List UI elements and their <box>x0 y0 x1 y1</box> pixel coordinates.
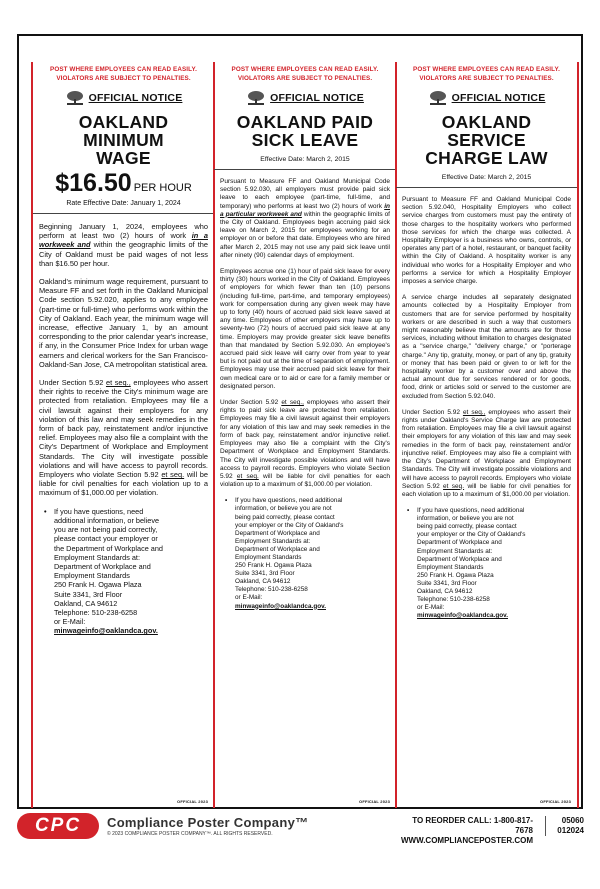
official-notice <box>39 89 208 106</box>
oakland-seal-icon <box>65 90 85 105</box>
oakland-seal-icon <box>246 90 266 105</box>
notice-label: OFFICIAL NOTICE <box>88 91 183 104</box>
divider <box>214 169 396 170</box>
copyright: © 2023 COMPLIANCE POSTER COMPANY™. ALL RIGHTS RESERVED. <box>107 831 273 837</box>
company-name: Compliance Poster Company™ <box>107 815 309 830</box>
warning-line-2: VIOLATORS ARE SUBJECT TO PENALTIES. <box>237 75 373 82</box>
wage-rate <box>39 169 208 199</box>
divider <box>33 213 214 214</box>
warning-line-1: POST WHERE EMPLOYEES CAN READ EASILY. <box>231 66 379 73</box>
warning-line-2: VIOLATORS ARE SUBJECT TO PENALTIES. <box>56 75 191 82</box>
official-notice <box>402 89 571 106</box>
email-link[interactable]: minwageinfo@oaklandca.gov. <box>417 612 508 620</box>
paragraph: Employees accrue one (1) hour of paid sick leave for every thirty (30) hours worked in the City of Oakland. Employees of employers for which fewer than ten (10) persons (including full-time, part-time, and temporary employees) work for compensation during any given week may have up to forty (40) hours of accrued paid sick leave saved at any time. Employees of other employers may have up to seventy-two (72) hours of accrued paid sick leave at any time. Employers may provide greater sick leave benefits than that mandated by Section 5.92.030. An employee's accrued paid sick leave will carry over from year to year but is not paid out at the time of separation of employment. Employees may use their accrued paid sick leave for their own medical care or to aid or care for a family member or designated person. <box>220 268 390 390</box>
contact-info: • If you have questions, need additional information, or believe you are not being paid correctly, please contact your employer or the Department of Workplace and Employment Standards at: Department of Workplace and Employment Standards 250 Frank H. Ogawa Plaza Suite 3341, 3rd Floor Oakland, CA 94612 Telephone: 510-238-6258 or E-Mail: minwageinfo@oaklandca.gov. <box>44 506 163 636</box>
paragraph: Pursuant to Measure FF and Oakland Municipal Code section 5.92.030, all employers must provide paid sick leave to each employee (part-time, full-time, and temporary) who performs at least two (2) hours of work in a particular workweek and within the geographic limits of the City of Oakland. Employees begin accruing paid sick leave on March 2, 2015 for employees working for an employer on or before that date. Employees who are hired after March 2, 2015 may not use any paid sick leave until after ninety (90) calendar days of employment. <box>220 178 390 259</box>
warning-line-1: POST WHERE EMPLOYEES CAN READ EASILY. <box>50 66 197 73</box>
official-tag: OFFICIAL 2023 <box>540 799 571 804</box>
bullet-icon: • <box>407 507 410 515</box>
divider <box>396 187 577 188</box>
paragraph: Under Section 5.92 et seq., employees who assert their rights to receive the City's minimum wage are protected from retaliation. Employees may file a civil lawsuit against their employers for any violation of this law and may seek remedies in the form of back pay, reinstatement and/or injunctive relief. Employees may also file a complaint with the City's Department of Workplace and Employment Standards. The City will investigate possible violations and will have access to payroll records. Employers who violate Section 5.92 et seq. will be liable for civil penalties for each violation up to a maximum of $1,000.00 per violation. <box>39 378 209 498</box>
column-service-charge <box>395 62 579 808</box>
bullet-icon: • <box>44 506 47 516</box>
contact-info: • If you have questions, need additional information, or believe you are not being paid correctly, please contact your employer or the City of Oakland's Department of Workplace and Employment Standards at: Department of Workplace and Employment Standards 250 Frank H. Ogawa Plaza Suite 3341, 3rd Floor Oakland, CA 94612 Telephone: 510-238-6258 or E-Mail: minwageinfo@oaklandca.gov. <box>225 497 344 610</box>
bullet-icon: • <box>225 497 228 505</box>
reorder-phone: TO REORDER CALL: 1-800-817-7678 <box>412 816 533 835</box>
warning-line-2: VIOLATORS ARE SUBJECT TO PENALTIES. <box>419 75 554 82</box>
website-link[interactable]: WWW.COMPLIANCEPOSTER.COM <box>401 836 533 845</box>
oakland-seal-icon <box>428 90 448 105</box>
paragraph: Under Section 5.92 et seq., employees who assert their rights under Oakland's Service Charge law are protected from retaliation. Employees may file a civil lawsuit against their employers for any violation of this law and may seek remedies in the form of back pay, reinstatement and/or injunctive relief. Employees may also file a complaint with the City's Department of Workplace and Employment Standards. The City will investigate possible violations and will have access to payroll records. Employers who violate Section 5.92 et seq. will be liable for civil penalties for each violation up to a maximum of $1,000.00 per violation. <box>402 408 571 498</box>
rate-amount: $16.50 <box>55 169 132 197</box>
effective-date: Rate Effective Date: January 1, 2024 <box>66 200 181 207</box>
logo-text: CPC <box>34 815 82 836</box>
column-minimum-wage <box>31 62 215 808</box>
footer <box>17 812 584 845</box>
email-link[interactable]: minwageinfo@oaklandca.gov. <box>235 602 326 610</box>
rate-unit: PER HOUR <box>133 182 192 194</box>
official-tag: OFFICIAL 2023 <box>359 799 390 804</box>
notice-label: OFFICIAL NOTICE <box>451 91 546 104</box>
reorder-info <box>395 816 533 846</box>
page-title: OAKLAND PAID SICK LEAVE <box>236 112 374 150</box>
official-notice <box>220 89 390 106</box>
poster-code: 05060 012024 <box>545 816 584 836</box>
page-title: OAKLAND SERVICE CHARGE LAW <box>425 112 548 168</box>
effective-date: Effective Date: March 2, 2015 <box>260 156 350 163</box>
paragraph: A service charge includes all separately designated amounts collected by a Hospitality Employer from customers that are for service performed by hospitality workers or are described in such a way that customers might reasonably believe that the amounts are for those services, including without limitation to charges designated as a "service charge," "delivery charge," or "porterage charge." Any tip, gratuity, money, or part of any tip, gratuity or money that has been paid or given to or left for the hospitality worker by a customer over and above the actual amount due for services rendered or for goods, food, drink or articles sold or served to the customer are excluded from Section 5.92.040. <box>402 294 571 400</box>
contact-info: • If you have questions, need additional information, or believe you are not being paid correctly, please contact your employer or the City of Oakland's Department of Workplace and Employment Standards at: Department of Workplace and Employment Standards 250 Frank H. Ogawa Plaza Suite 3341, 3rd Floor Oakland, CA 94612 Telephone: 510-238-6258 or E-Mail: minwageinfo@oaklandca.gov. <box>407 507 526 620</box>
email-link[interactable]: minwageinfo@oaklandca.gov. <box>54 626 158 636</box>
paragraph: Oakland's minimum wage requirement, pursuant to Measure FF and set forth in the Oakland Municipal Code section 5.92.020, applies to any employee (part-time or full-time) who performs work within the City of Oakland. Each year, the minimum wage will increase, effective January 1, by an amount corresponding to the prior calendar year's increase, if any, in the Consumer Price Index for urban wage earners and clerical workers for the San Francisco-Oakland-San Jose, CA metropolitan statistical area. <box>39 277 208 369</box>
paragraph: Under Section 5.92 et seq., employees who assert their rights to paid sick leave are protected from retaliation. Employees may file a civil lawsuit against their employers for any violation of this law and may seek remedies in the form of back pay, reinstatement and/or injunctive relief. Employees may also file a complaint with the City's Department of Workplace and Employment Standards. The City will investigate possible violations and will have access to payroll records. Employers who violate Section 5.92 et seq. will be liable for civil penalties for each violation up to a maximum of $1,000.00 per violation. <box>220 399 390 489</box>
paragraph: Beginning January 1, 2024, employees who perform at least two (2) hours of work in a workweek and within the geographic limits of the City of Oakland must be paid wages of not less than $16.50 per hour. <box>39 222 208 268</box>
notice-label: OFFICIAL NOTICE <box>270 91 364 104</box>
warning-line-1: POST WHERE EMPLOYEES CAN READ EASILY. <box>413 66 560 73</box>
poster <box>17 34 583 809</box>
paragraph: Pursuant to Measure FF and Oakland Municipal Code section 5.92.040, Hospitality Employers who collect service charges from customers must pay the entirety of those charges to the hospitality workers who performed those services for which the charge was collected. A Hospitality Employer is a business who owns, controls, or operates any part of a hotel, restaurant, or banquet facility within the City of Oakland. A hospitality worker is any individual who works for a Hospitality Employer and who performs a service for which a Hospitality Employer imposes a service charge. <box>402 196 571 286</box>
effective-date: Effective Date: March 2, 2015 <box>441 174 532 181</box>
column-sick-leave <box>213 62 397 808</box>
page-title: OAKLAND MINIMUM WAGE <box>78 112 169 168</box>
official-tag: OFFICIAL 2023 <box>177 799 208 804</box>
